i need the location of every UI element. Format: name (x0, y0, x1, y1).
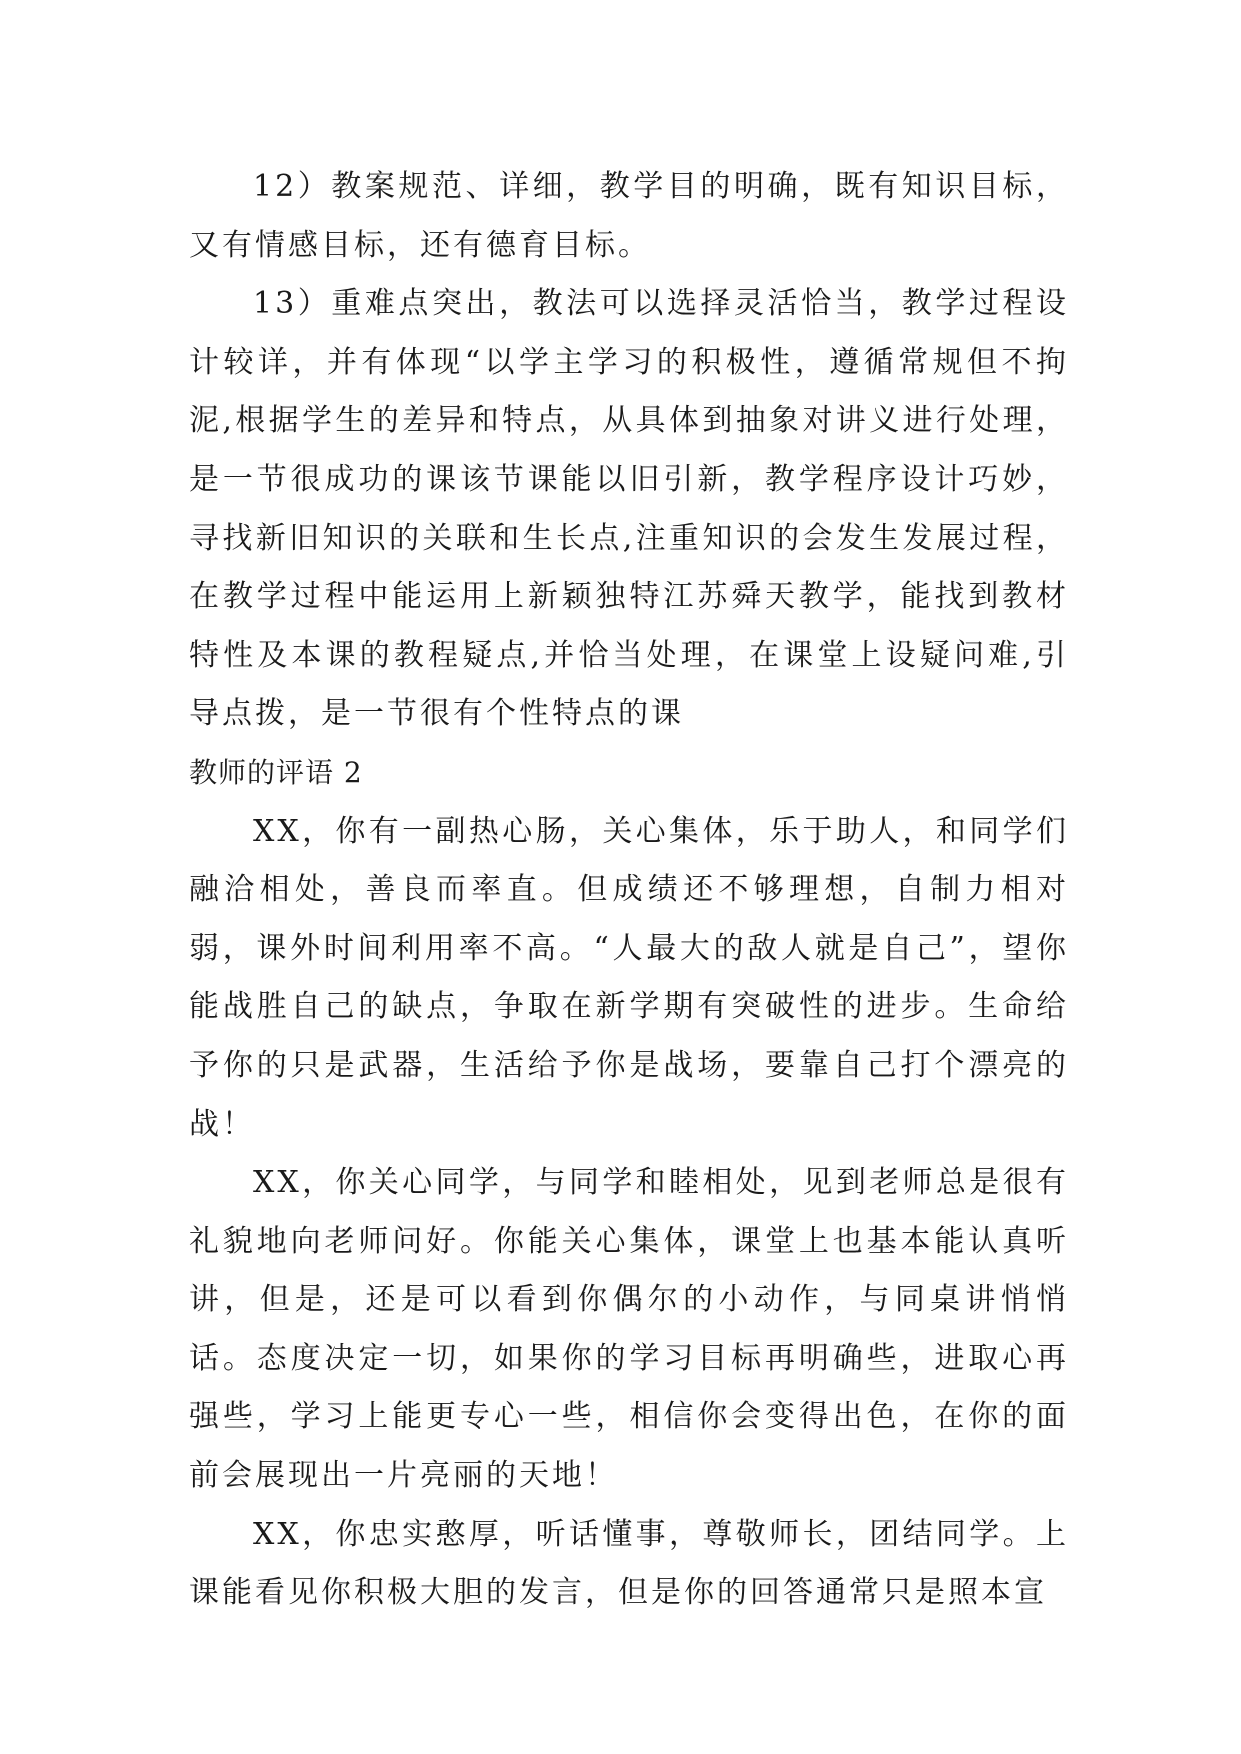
document-body (189, 158, 1069, 1623)
paragraph-item-12: 12）教案规范、详细，教学目的明确，既有知识目标，又有情感目标，还有德育目标。 (189, 169, 1069, 263)
comment-paragraph-3: XX，你忠实憨厚，听话懂事，尊敬师长，团结同学。上课能看见你积极大胆的发言，但是你的回答通常只是照本宣 (189, 1516, 1069, 1611)
section-heading: 教师的评语 2 (189, 755, 363, 789)
comment-paragraph-2: XX，你关心同学，与同学和睦相处，见到老师总是很有礼貌地向老师问好。你能关心集体，课堂上也基本能认真听讲，但是，还是可以看到你偶尔的小动作，与同桌讲悄悄话。态度决定一切，如果你的学习目标再明确些，进取心再强些，学习上能更专心一些，相信你会变得出色，在你的面前会展现出一片亮丽的天地！ (189, 1165, 1069, 1494)
comment-paragraph-1: XX，你有一副热心肠，关心集体，乐于助人，和同学们融洽相处，善良而率直。但成绩还不够理想，自制力相对弱，课外时间利用率不高。“人最大的敌人就是自己”，望你能战胜自己的缺点，争取在新学期有突破性的进步。生命给予你的只是武器，生活给予你是战场，要靠自己打个漂亮的战！ (189, 813, 1069, 1142)
paragraph-item-13: 13）重难点突出，教法可以选择灵活恰当，教学过程设计较详，并有体现“以学主学习的积极性，遵循常规但不拘泥,根据学生的差异和特点，从具体到抽象对讲义进行处理，是一节很成功的课该节课能以旧引新，教学程序设计巧妙，寻找新旧知识的关联和生长点,注重知识的会发生发展过程，在教学过程中能运用上新颖独特江苏舜天教学，能找到教材特性及本课的教程疑点,并恰当处理，在课堂上设疑问难,引导点拨，是一节很有个性特点的课 (189, 286, 1069, 732)
